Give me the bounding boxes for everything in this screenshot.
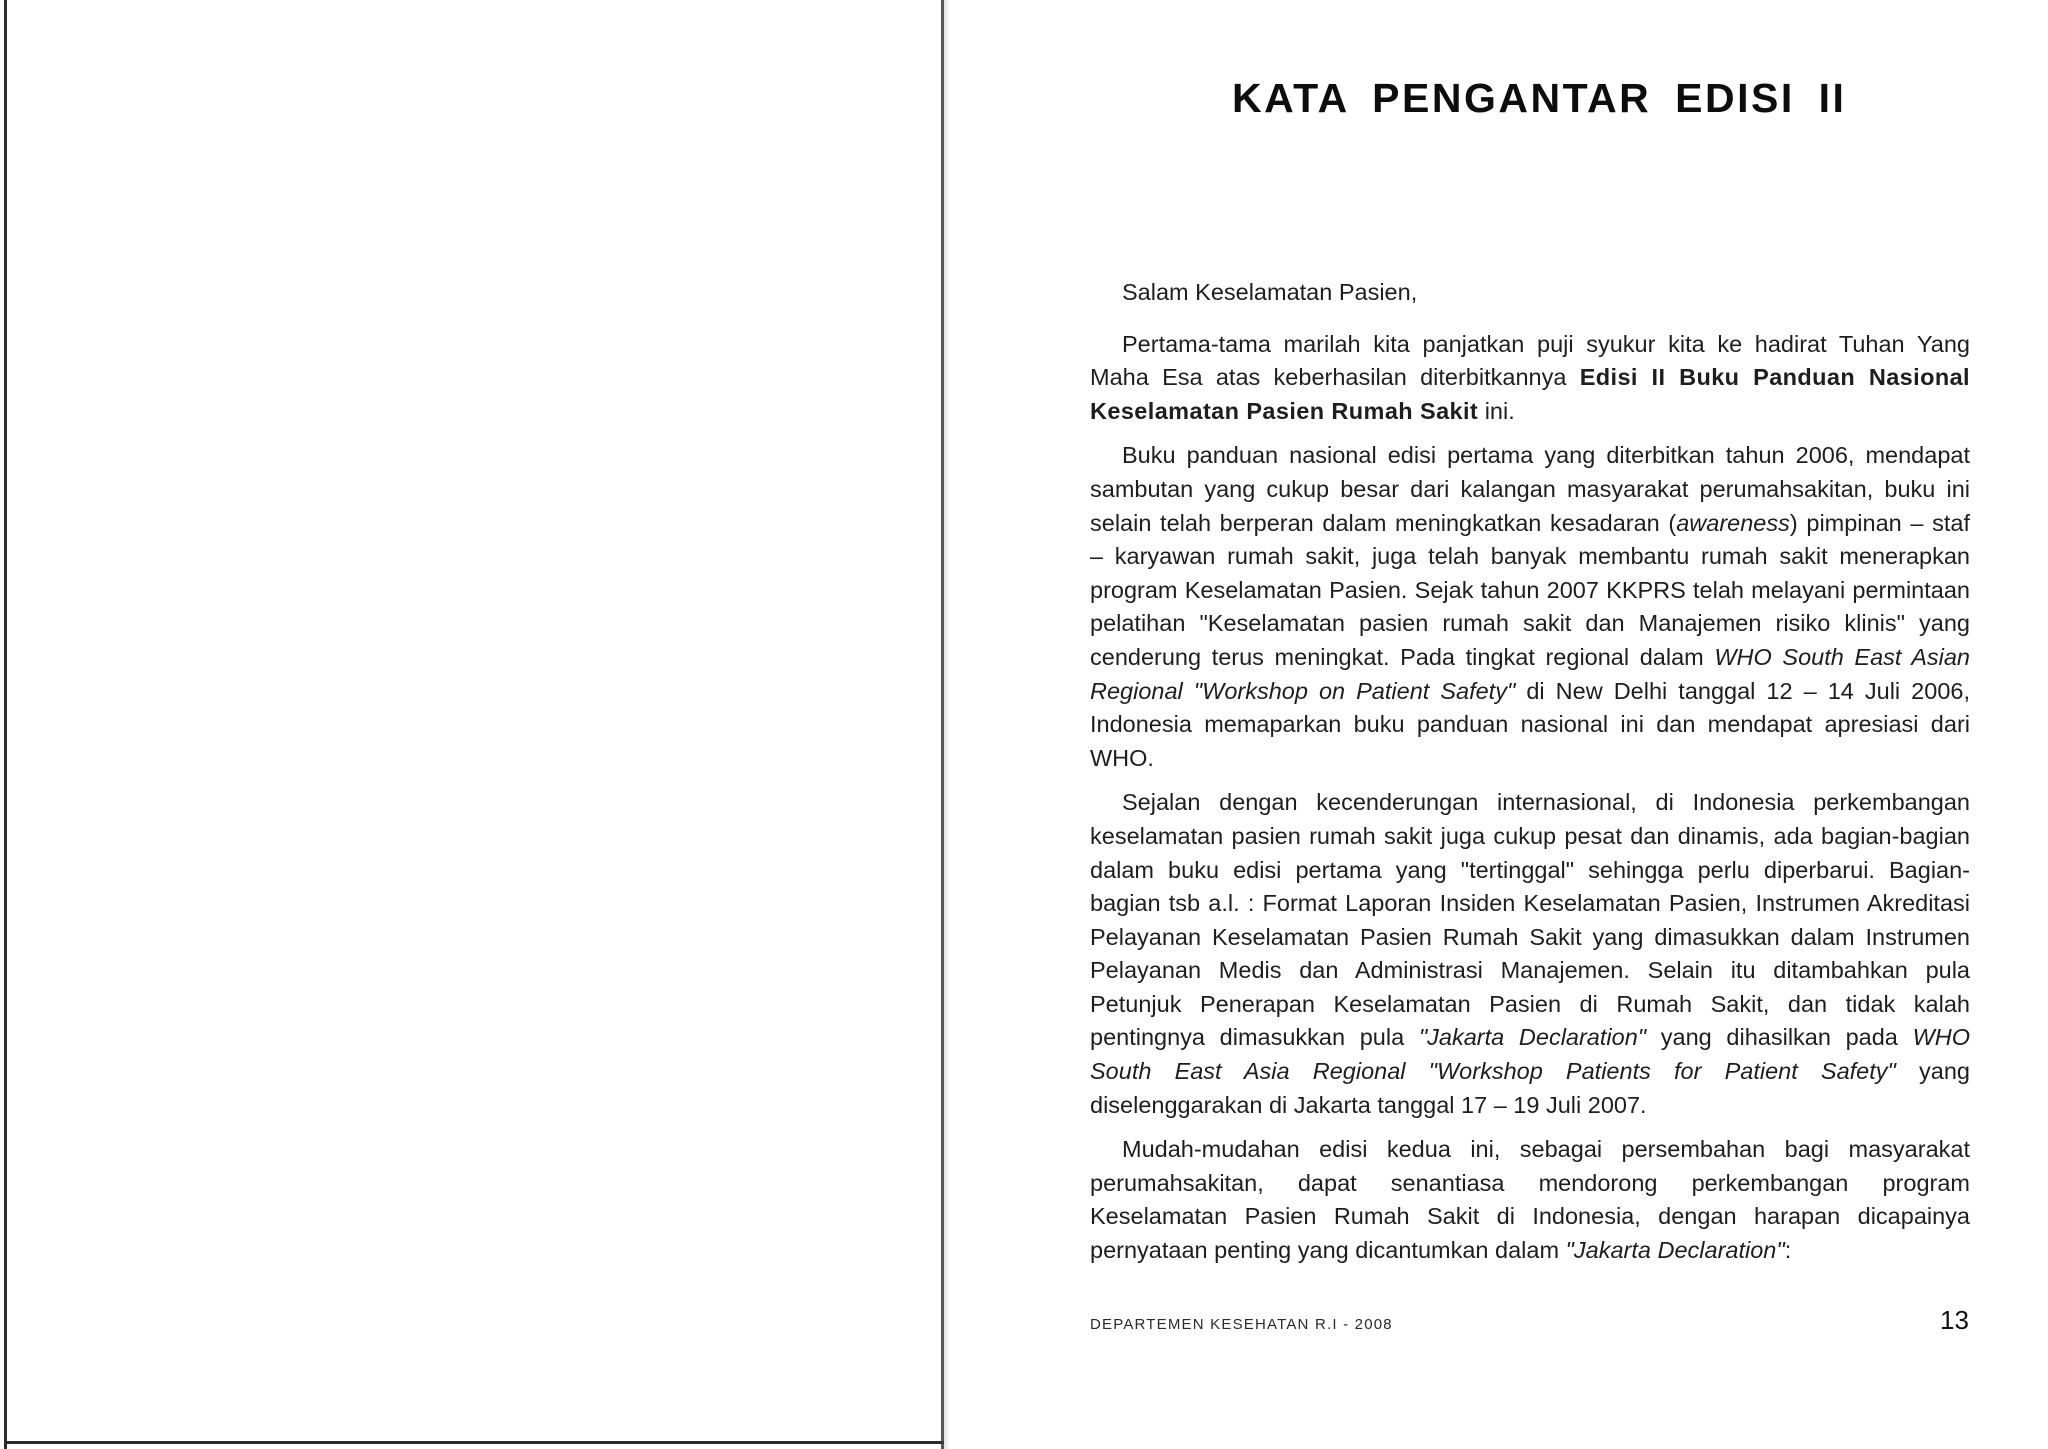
paragraph-4-text-a: Mudah-mudahan edisi kedua ini, sebagai persembahan bagi masyarakat perumahsakitan, dapat senantiasa mendorong perkembangan program Keselamatan Pasien Rumah Sakit di Indonesia, dengan harapan dicapainya pernyataan penting yang dicantumkan dalam: [1090, 1136, 1970, 1264]
left-page-bottom-edge-line: [4, 1441, 944, 1444]
paragraph-3: [1090, 786, 1970, 1122]
paragraph-3-text-b: yang dihasilkan pada: [1646, 1024, 1913, 1051]
paragraph-3-italic-a: "Jakarta Declaration": [1418, 1024, 1647, 1051]
paragraph-1: [1090, 328, 1970, 429]
paragraph-1-text-a: Pertama-tama marilah kita panjatkan puji syukur kita ke hadirat Tuhan Yang Maha Esa atas keberhasilan diterbitkannya: [1090, 330, 1970, 391]
paragraph-2-italic-b: WHO South East Asian Regional "Workshop on Patient Safety": [1090, 643, 1970, 704]
paragraph-2-text-b: ) pimpinan – staf – karyawan rumah sakit, juga telah banyak membantu rumah sakit menerapkan program Keselamatan Pasien. Sejak tahun 2007 KKPRS telah melayani permintaan pelatihan "Keselamatan pasien rumah sakit dan Manajemen risiko klinis" yang cenderung terus meningkat. Pada tingkat regional dalam: [1090, 509, 1970, 670]
footer-publisher: DEPARTEMEN KESEHATAN R.I - 2008: [1090, 1316, 1393, 1333]
paragraph-2: [1090, 439, 1970, 775]
paragraph-4-italic-a: "Jakarta Declaration": [1565, 1237, 1785, 1264]
greeting: Salam Keselamatan Pasien,: [1122, 279, 1418, 305]
left-blank-page: [0, 0, 944, 1449]
paragraph-4: [1090, 1133, 1970, 1267]
paragraph-3-italic-b: WHO South East Asia Regional "Workshop Patients for Patient Safety": [1090, 1024, 1970, 1085]
page-number: 13: [1940, 1305, 1969, 1335]
body-text: [1090, 276, 1970, 1279]
paragraph-2-text-c: di New Delhi tanggal 12 – 14 Juli 2006, Indonesia memaparkan buku panduan nasional ini dan mendapat apresiasi dari WHO.: [1090, 677, 1970, 771]
paragraph-1-bold-title: Edisi II Buku Panduan Nasional Keselamatan Pasien Rumah Sakit: [1090, 364, 1970, 424]
paragraph-3-text-a: Sejalan dengan kecenderungan internasional, di Indonesia perkembangan keselamatan pasien rumah sakit juga cukup pesat dan dinamis, ada bagian-bagian dalam buku edisi pertama yang "tertinggal" sehingga perlu diperbarui. Bagian-bagian tsb a.l. : Format Laporan Insiden Keselamatan Pasien, Instrumen Akreditasi Pelayanan Keselamatan Pasien Rumah Sakit yang dimasukkan dalam Instrumen Pelayanan Medis dan Administrasi Manajemen. Selain itu ditambahkan pula Petunjuk Penerapan Keselamatan Pasien di Rumah Sakit, dan tidak kalah pentingnya dimasukkan pula: [1090, 789, 1970, 1051]
paragraph-1-text-b: ini.: [1478, 397, 1515, 424]
paragraph-4-text-b: :: [1784, 1237, 1792, 1264]
paragraph-2-italic-a: awareness: [1676, 509, 1790, 536]
paragraph-2-text-a: Buku panduan nasional edisi pertama yang diterbitkan tahun 2006, mendapat sambutan yang cukup besar dari kalangan masyarakat perumahsakitan, buku ini selain telah berperan dalam meningkatkan kesadaran (: [1090, 442, 1970, 536]
left-page-edge-line: [4, 0, 7, 1449]
paragraph-3-text-c: yang diselenggarakan di Jakarta tanggal 17 – 19 Juli 2007.: [1090, 1058, 1970, 1118]
page-title: KATA PENGANTAR EDISI II: [1232, 75, 1847, 121]
